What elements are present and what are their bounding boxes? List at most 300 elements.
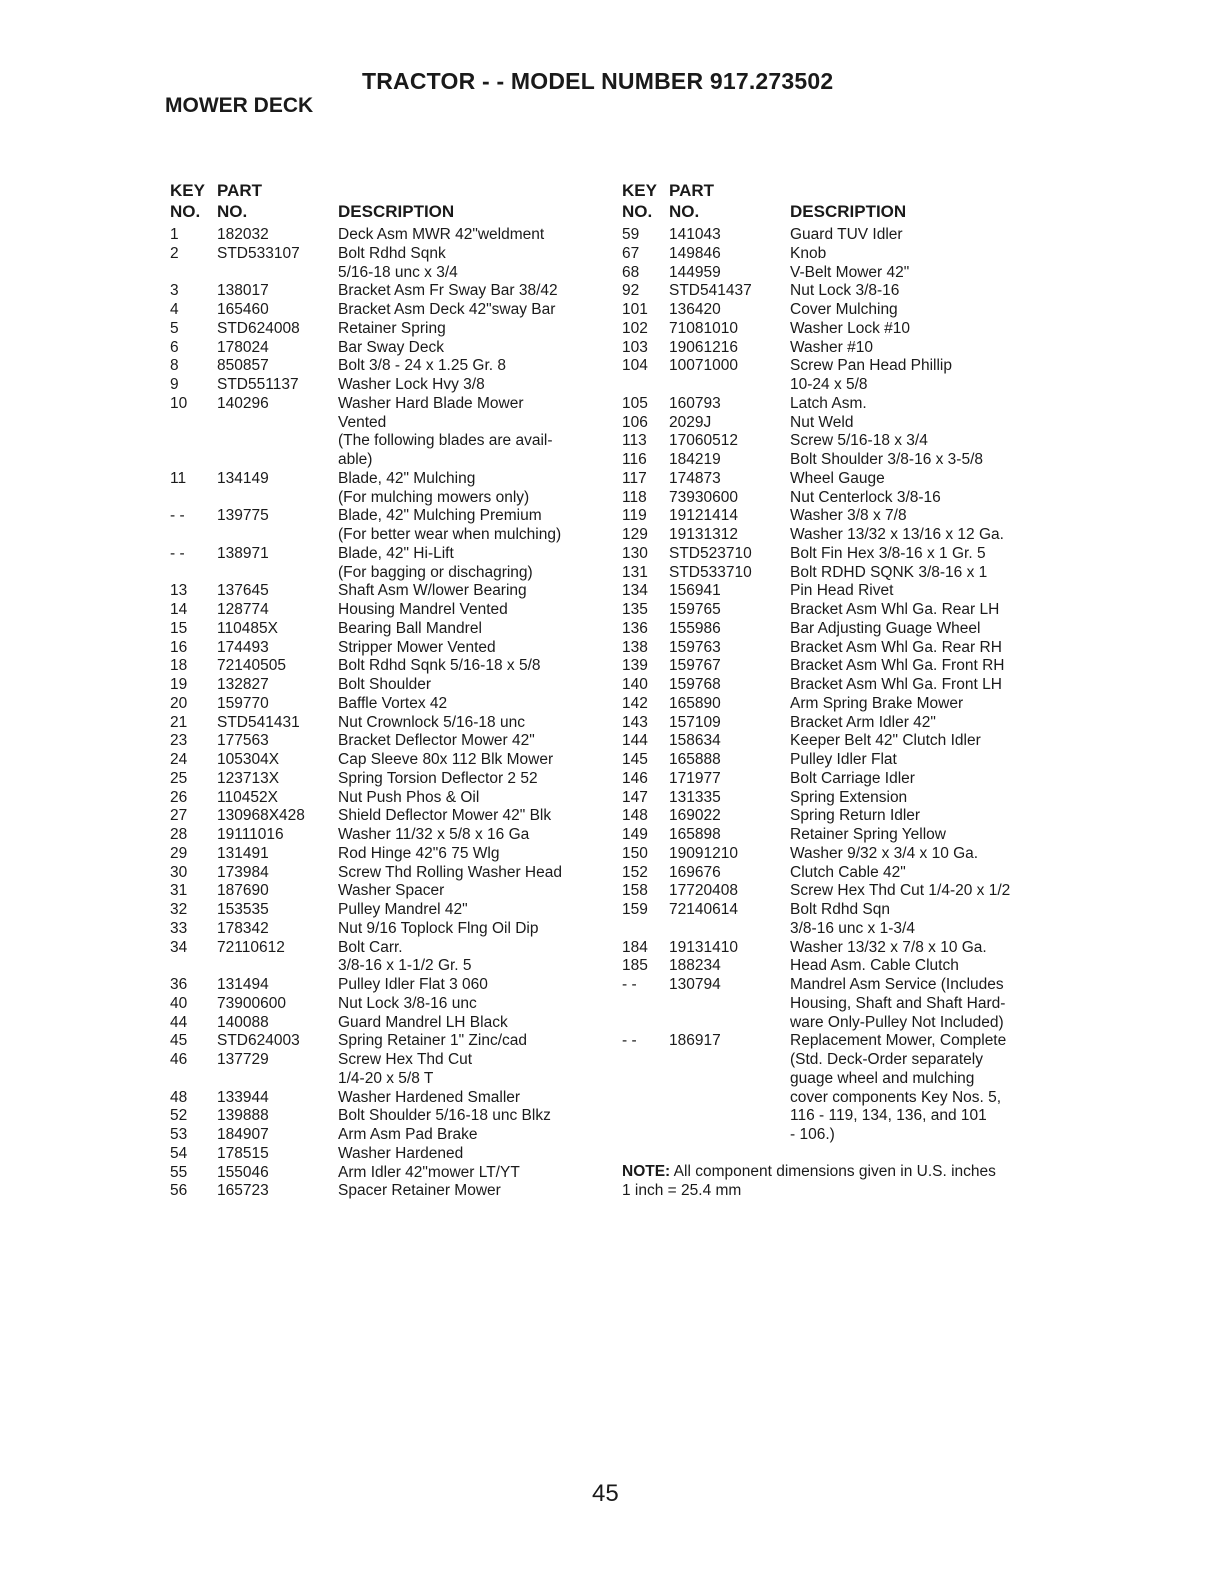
- description: Nut Crownlock 5/16-18 unc: [338, 713, 525, 731]
- part-no: 165898: [669, 826, 721, 843]
- part-no: STD541437: [669, 282, 752, 300]
- key-no: 134: [622, 582, 648, 600]
- table-row: [170, 1126, 610, 1145]
- note-label: NOTE:: [622, 1163, 671, 1180]
- description: Pin Head Rivet: [790, 582, 894, 600]
- part-no: 130968X428: [217, 807, 305, 825]
- key-no: 54: [170, 1144, 188, 1162]
- description: Blade, 42" Hi-Lift: [338, 544, 454, 562]
- description: Washer 13/32 x 7/8 x 10 Ga.: [790, 938, 987, 956]
- table-row: [622, 1070, 1062, 1089]
- table-row: [170, 639, 610, 658]
- key-no: 119: [622, 507, 647, 525]
- key-no: 23: [170, 732, 188, 750]
- part-no: STD551137: [217, 376, 299, 393]
- key-no: 3: [170, 282, 179, 300]
- key-no: 55: [170, 1163, 188, 1181]
- table-row: [622, 957, 1062, 976]
- key-no: 1: [170, 226, 179, 243]
- description: Bolt Rdhd Sqn: [790, 901, 890, 918]
- part-no: 159763: [669, 638, 721, 656]
- description: Blade, 42" Mulching: [338, 469, 476, 487]
- key-no: 144: [622, 732, 648, 750]
- key-no: 19: [170, 676, 188, 693]
- table-row: [622, 620, 1062, 639]
- table-row: [170, 470, 610, 489]
- part-no: 140296: [217, 394, 269, 412]
- part-no: 177563: [217, 732, 269, 750]
- description: Shield Deflector Mower 42" Blk: [338, 807, 552, 825]
- part-no-header: PART NO.: [669, 181, 715, 221]
- key-no: 18: [170, 657, 188, 675]
- description: Screw Pan Head Phillip: [790, 357, 952, 375]
- key-no: 129: [622, 526, 648, 543]
- key-no: 131: [622, 563, 648, 581]
- description: Nut 9/16 Toplock Flng Oil Dip: [338, 919, 539, 937]
- part-no: 19131410: [669, 938, 738, 956]
- table-row: [170, 864, 610, 883]
- description: Arm Asm Pad Brake: [338, 1126, 478, 1143]
- part-no: 159767: [669, 657, 721, 675]
- table-row: [622, 714, 1062, 733]
- key-no: 158: [622, 882, 648, 900]
- key-no: 118: [622, 488, 647, 506]
- table-row: [170, 807, 610, 826]
- key-no: 36: [170, 976, 188, 993]
- description: V-Belt Mower 42": [790, 263, 910, 281]
- table-row: [622, 976, 1062, 995]
- table-header: [170, 180, 610, 226]
- table-row: [170, 1182, 610, 1201]
- part-no: 153535: [217, 901, 269, 918]
- part-no: STD523710: [669, 544, 752, 562]
- key-no: 4: [170, 301, 179, 318]
- table-row: [170, 601, 610, 620]
- description: (Std. Deck-Order separately: [790, 1051, 983, 1068]
- table-row: [170, 264, 610, 283]
- part-no: 144959: [669, 263, 721, 281]
- table-row: [170, 489, 610, 508]
- description: - 106.): [790, 1126, 835, 1143]
- key-no: 147: [622, 788, 648, 806]
- part-no: 110452X: [217, 788, 278, 806]
- description: Vented: [338, 413, 387, 431]
- key-no: 25: [170, 769, 188, 787]
- description: Bolt Carr.: [338, 938, 403, 956]
- table-row: [170, 695, 610, 714]
- description: Bracket Asm Fr Sway Bar 38/42: [338, 282, 558, 300]
- table-row: [622, 245, 1062, 264]
- table-row: [622, 920, 1062, 939]
- key-no: - -: [170, 544, 185, 562]
- table-row: [622, 939, 1062, 958]
- part-no: 137729: [217, 1051, 269, 1068]
- part-no: 165460: [217, 301, 269, 318]
- description: Bolt Carriage Idler: [790, 769, 915, 787]
- description: Bracket Deflector Mower 42": [338, 732, 535, 750]
- part-no: 165888: [669, 751, 721, 768]
- description: Bolt Fin Hex 3/8-16 x 1 Gr. 5: [790, 544, 986, 562]
- description: (The following blades are avail-: [338, 432, 553, 450]
- key-no: 30: [170, 863, 188, 881]
- key-no: 184: [622, 938, 648, 956]
- table-row: [170, 1107, 610, 1126]
- description: Nut Push Phos & Oil: [338, 788, 480, 806]
- key-no: 149: [622, 826, 648, 843]
- key-no: 11: [170, 469, 187, 487]
- description: 3/8-16 unc x 1-3/4: [790, 919, 915, 937]
- key-no: 146: [622, 769, 648, 787]
- part-no: 72140614: [669, 901, 738, 918]
- description: Bracket Asm Whl Ga. Front RH: [790, 657, 1005, 675]
- description: Bar Sway Deck: [338, 338, 444, 356]
- part-no: 169022: [669, 807, 721, 825]
- key-no: - -: [170, 507, 185, 525]
- key-no: 20: [170, 694, 188, 712]
- table-row: [622, 1089, 1062, 1108]
- table-row: [622, 320, 1062, 339]
- description: Screw Thd Rolling Washer Head: [338, 863, 562, 881]
- key-no: 135: [622, 601, 648, 618]
- description: Washer 9/32 x 3/4 x 10 Ga.: [790, 844, 979, 862]
- key-no: 102: [622, 319, 648, 337]
- description: Pulley Idler Flat: [790, 751, 897, 768]
- key-no: 148: [622, 807, 648, 825]
- table-header: [622, 180, 1062, 226]
- part-no: 165890: [669, 694, 721, 712]
- part-no: 159765: [669, 601, 721, 618]
- description: Screw 5/16-18 x 3/4: [790, 432, 928, 450]
- table-row: [622, 864, 1062, 883]
- description: cover components Key Nos. 5,: [790, 1088, 1002, 1106]
- note-text: All component dimensions given in U.S. inches: [670, 1163, 996, 1180]
- table-row: [622, 489, 1062, 508]
- table-row: [170, 282, 610, 301]
- description: Bolt RDHD SQNK 3/8-16 x 1: [790, 563, 988, 581]
- part-no: 2029J: [669, 413, 712, 431]
- table-row: [170, 1089, 610, 1108]
- table-row: [170, 657, 610, 676]
- table-row: [170, 320, 610, 339]
- table-row: [622, 1014, 1062, 1033]
- description: Bolt Shoulder 5/16-18 unc Blkz: [338, 1107, 551, 1125]
- part-no: 184907: [217, 1126, 269, 1143]
- part-no: 131491: [217, 844, 269, 862]
- part-no: 169676: [669, 863, 721, 881]
- table-row: [170, 957, 610, 976]
- part-no: 19131312: [669, 526, 738, 543]
- part-no: 17060512: [669, 432, 738, 450]
- part-no: STD624008: [217, 319, 300, 337]
- table-row: [622, 339, 1062, 358]
- description: Latch Asm.: [790, 394, 867, 412]
- key-no: 105: [622, 394, 648, 412]
- key-no: 185: [622, 957, 648, 975]
- description: 5/16-18 unc x 3/4: [338, 263, 458, 281]
- key-no: 34: [170, 938, 188, 956]
- part-no: 71081010: [669, 319, 738, 337]
- table-row: [622, 657, 1062, 676]
- description: Spacer Retainer Mower: [338, 1182, 501, 1200]
- description: Washer 13/32 x 13/16 x 12 Ga.: [790, 526, 1004, 543]
- page-title: TRACTOR - - MODEL NUMBER 917.273502: [362, 68, 834, 94]
- description: Bolt 3/8 - 24 x 1.25 Gr. 8: [338, 357, 507, 375]
- description: Housing Mandrel Vented: [338, 601, 508, 618]
- table-row: [170, 995, 610, 1014]
- description: Spring Return Idler: [790, 807, 921, 825]
- table-row: [622, 1051, 1062, 1070]
- table-row: [622, 395, 1062, 414]
- key-no: 44: [170, 1013, 188, 1031]
- part-no: 17720408: [669, 882, 738, 900]
- part-no: 159768: [669, 676, 721, 693]
- table-row: [170, 582, 610, 601]
- part-no: 19121414: [669, 507, 738, 525]
- table-row: [622, 582, 1062, 601]
- part-no: 138971: [217, 544, 269, 562]
- table-row: [170, 1164, 610, 1183]
- description: Bracket Asm Whl Ga. Front LH: [790, 676, 1002, 693]
- table-row: [170, 226, 610, 245]
- part-no: 187690: [217, 882, 269, 900]
- key-no: 13: [170, 582, 188, 600]
- description-header: DESCRIPTION: [790, 202, 907, 221]
- table-row: [622, 770, 1062, 789]
- key-no: 9: [170, 376, 179, 393]
- key-no-header: KEY NO.: [170, 181, 205, 221]
- table-row: [170, 526, 610, 545]
- table-row: [622, 470, 1062, 489]
- description: Shaft Asm W/lower Bearing: [338, 582, 527, 600]
- key-no: 142: [622, 694, 648, 712]
- key-no: 28: [170, 826, 188, 843]
- key-no: 113: [622, 432, 647, 450]
- part-no: 165723: [217, 1182, 269, 1200]
- description: Head Asm. Cable Clutch: [790, 957, 959, 975]
- part-no: 72110612: [217, 938, 285, 956]
- table-row: [622, 226, 1062, 245]
- table-row: [622, 357, 1062, 376]
- part-no: 188234: [669, 957, 721, 975]
- part-no: 130794: [669, 976, 721, 993]
- description: Spring Torsion Deflector 2 52: [338, 769, 538, 787]
- table-row: [170, 770, 610, 789]
- table-row: [170, 564, 610, 583]
- table-row: [170, 432, 610, 451]
- part-no: 140088: [217, 1013, 269, 1031]
- part-no: 131335: [669, 788, 721, 806]
- description: Washer #10: [790, 338, 873, 356]
- table-row: [622, 882, 1062, 901]
- description: Clutch Cable 42": [790, 863, 906, 881]
- part-no: 155046: [217, 1163, 269, 1181]
- part-no: 123713X: [217, 769, 280, 787]
- table-row: [622, 807, 1062, 826]
- part-no: 171977: [669, 769, 721, 787]
- table-row: [170, 901, 610, 920]
- table-row: [622, 695, 1062, 714]
- description: Guard TUV Idler: [790, 226, 903, 243]
- section-title: MOWER DECK: [165, 94, 314, 117]
- part-no: 158634: [669, 732, 721, 750]
- key-no: 52: [170, 1107, 188, 1125]
- table-row: [622, 1107, 1062, 1126]
- key-no: 159: [622, 901, 648, 918]
- table-row: [622, 639, 1062, 658]
- part-no: 133944: [217, 1088, 269, 1106]
- part-no: 149846: [669, 244, 721, 262]
- part-no: STD624003: [217, 1032, 300, 1050]
- description: Spring Retainer 1" Zinc/cad: [338, 1032, 528, 1050]
- part-no: 173984: [217, 863, 269, 881]
- part-no: 159770: [217, 694, 269, 712]
- description: Arm Idler 42"mower LT/YT: [338, 1163, 520, 1181]
- key-no: 152: [622, 863, 648, 881]
- description: Screw Hex Thd Cut 1/4-20 x 1/2: [790, 882, 1011, 900]
- part-no: 141043: [669, 226, 721, 243]
- table-row: [622, 789, 1062, 808]
- part-no: 184219: [669, 451, 721, 468]
- table-row: [170, 714, 610, 733]
- part-no-header: PART NO.: [217, 181, 263, 221]
- part-no: 105304X: [217, 751, 280, 768]
- table-row: [622, 526, 1062, 545]
- description: Bolt Shoulder 3/8-16 x 3-5/8: [790, 451, 984, 468]
- key-no: 136: [622, 619, 648, 637]
- dimensions-note: [622, 1162, 996, 1200]
- description: Wheel Gauge: [790, 469, 885, 487]
- part-no: 178342: [217, 919, 269, 937]
- table-row: [170, 395, 610, 414]
- part-no: 160793: [669, 394, 721, 412]
- table-row: [170, 376, 610, 395]
- part-no: STD533107: [217, 244, 300, 262]
- part-no: 131494: [217, 976, 269, 993]
- table-row: [170, 545, 610, 564]
- key-no: 15: [170, 619, 188, 637]
- part-no: 139775: [217, 507, 269, 525]
- key-no: 67: [622, 244, 640, 262]
- key-no: 104: [622, 357, 648, 375]
- key-no: 32: [170, 901, 188, 918]
- table-row: [622, 564, 1062, 583]
- parts-rows: [622, 226, 1062, 1145]
- table-row: [622, 676, 1062, 695]
- key-no: 138: [622, 638, 648, 656]
- table-row: [622, 264, 1062, 283]
- description: Blade, 42" Mulching Premium: [338, 507, 542, 525]
- description: (For better wear when mulching): [338, 526, 562, 543]
- description: Nut Weld: [790, 413, 854, 431]
- key-no: 59: [622, 226, 640, 243]
- description: Bearing Ball Mandrel: [338, 619, 482, 637]
- description: Replacement Mower, Complete: [790, 1032, 1007, 1050]
- description: 10-24 x 5/8: [790, 376, 868, 393]
- key-no: 40: [170, 994, 188, 1012]
- description: Bolt Shoulder: [338, 676, 432, 693]
- description: Washer Hardened: [338, 1144, 464, 1162]
- description: Pulley Mandrel 42": [338, 901, 468, 918]
- table-row: [170, 339, 610, 358]
- table-row: [622, 732, 1062, 751]
- table-row: [622, 845, 1062, 864]
- table-row: [170, 939, 610, 958]
- description-header: DESCRIPTION: [338, 202, 455, 221]
- key-no: 130: [622, 544, 648, 562]
- part-no: 19091210: [669, 844, 738, 862]
- description: Nut Lock 3/8-16: [790, 282, 900, 300]
- table-row: [622, 414, 1062, 433]
- description: Bolt Rdhd Sqnk 5/16-18 x 5/8: [338, 657, 541, 675]
- description: (For bagging or dischagring): [338, 563, 533, 581]
- key-no: 117: [622, 469, 647, 487]
- key-no: 143: [622, 713, 648, 731]
- description: 116 - 119, 134, 136, and 101: [790, 1107, 987, 1125]
- part-no: 134149: [217, 469, 269, 487]
- description: Arm Spring Brake Mower: [790, 694, 964, 712]
- description: Keeper Belt 42" Clutch Idler: [790, 732, 981, 750]
- key-no: 8: [170, 357, 179, 375]
- description: Housing, Shaft and Shaft Hard-: [790, 994, 1006, 1012]
- part-no: STD541431: [217, 713, 300, 731]
- table-row: [170, 451, 610, 470]
- table-row: [170, 976, 610, 995]
- key-no: 31: [170, 882, 188, 900]
- description: Retainer Spring Yellow: [790, 826, 946, 843]
- description: Cap Sleeve 80x 112 Blk Mower: [338, 751, 554, 768]
- key-no: 46: [170, 1051, 188, 1068]
- table-row: [170, 826, 610, 845]
- description: Washer 11/32 x 5/8 x 16 Ga: [338, 826, 530, 843]
- description: Baffle Vortex 42: [338, 694, 448, 712]
- table-row: [622, 826, 1062, 845]
- table-row: [622, 282, 1062, 301]
- part-no: 128774: [217, 601, 269, 618]
- description: able): [338, 451, 373, 468]
- description: Pulley Idler Flat 3 060: [338, 976, 488, 993]
- table-row: [170, 920, 610, 939]
- part-no: 182032: [217, 226, 269, 243]
- parts-rows: [170, 226, 610, 1201]
- table-row: [170, 1051, 610, 1070]
- key-no: 14: [170, 601, 188, 618]
- part-no: 132827: [217, 676, 269, 693]
- key-no: 139: [622, 657, 648, 675]
- table-row: [170, 789, 610, 808]
- part-no: 139888: [217, 1107, 269, 1125]
- key-no: 6: [170, 338, 179, 356]
- description: Bolt Rdhd Sqnk: [338, 244, 446, 262]
- table-row: [170, 414, 610, 433]
- key-no: 21: [170, 713, 188, 731]
- description: Bracket Asm Deck 42"sway Bar: [338, 301, 556, 318]
- key-no: 24: [170, 751, 188, 768]
- part-no: 19111016: [217, 826, 284, 843]
- part-no: 157109: [669, 713, 721, 731]
- table-row: [622, 901, 1062, 920]
- table-row: [170, 1145, 610, 1164]
- table-row: [622, 1032, 1062, 1051]
- key-no: - -: [622, 1032, 637, 1050]
- part-no: 72140505: [217, 657, 286, 675]
- description: guage wheel and mulching: [790, 1069, 975, 1087]
- key-no: 2: [170, 244, 179, 262]
- description: ware Only-Pulley Not Included): [790, 1013, 1004, 1031]
- table-row: [622, 545, 1062, 564]
- description: Washer Hard Blade Mower: [338, 394, 524, 412]
- key-no: 106: [622, 413, 648, 431]
- table-row: [170, 245, 610, 264]
